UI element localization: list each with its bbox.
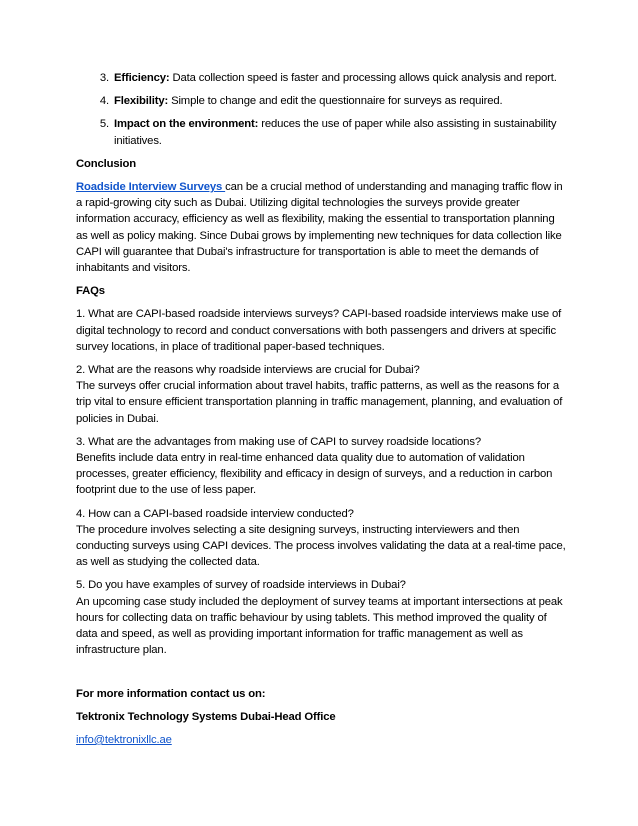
list-item-text: Simple to change and edit the questionnaire for surveys as required. xyxy=(168,95,503,108)
spacer xyxy=(76,666,566,686)
list-item xyxy=(112,70,566,86)
faq-5 xyxy=(76,577,566,658)
faq-4 xyxy=(76,506,566,571)
conclusion-paragraph xyxy=(76,179,566,276)
faq-answer: The procedure involves selecting a site designing surveys, instructing interviewers and then conducting surveys using CAPI devices. The process involves validating the data at a real-time pace, as well as studying the collected data. xyxy=(76,523,566,569)
faq-question: 3. What are the advantages from making use of CAPI to survey roadside locations? xyxy=(76,435,481,448)
faq-answer: The surveys offer crucial information about travel habits, traffic patterns, as well as the reasons for a trip vital to ensure efficient transportation planning in traffic management, planning, and evaluation of policies in Dubai. xyxy=(76,380,563,425)
page-content xyxy=(76,70,566,755)
faq-1: 1. What are CAPI-based roadside interviews surveys? CAPI-based roadside interviews make use of digital technology to record and conduct conversations with both passengers and drivers at specific survey locations, in place of traditional paper-based techniques. xyxy=(76,308,562,353)
benefits-list xyxy=(76,70,566,149)
roadside-interview-surveys-link[interactable]: Roadside Interview Surveys xyxy=(76,181,226,194)
faq-3 xyxy=(76,434,566,499)
email-link[interactable]: info@tektronixllc.ae xyxy=(76,733,172,746)
company-name: Tektronix Technology Systems Dubai-Head Office xyxy=(76,710,336,723)
list-item-term: Efficiency: xyxy=(114,72,170,84)
faq-question: 5. Do you have examples of survey of roadside interviews in Dubai? xyxy=(76,579,406,592)
list-item-text: Data collection speed is faster and processing allows quick analysis and report. xyxy=(169,72,557,84)
faq-question: 2. What are the reasons why roadside interviews are crucial for Dubai? xyxy=(76,364,420,377)
faq-answer: An upcoming case study included the deployment of survey teams at important intersections at peak hours for collecting data on traffic behaviour by using tablets. This method improved the quality of data and speed, as well as providing important information for traffic management as well as infrastructure plan. xyxy=(76,595,563,657)
conclusion-body: can be a crucial method of understanding and managing traffic flow in a rapid-growing city such as Dubai. Utilizing digital technologies the surveys provide greater information accuracy, efficiency as well as flexibility, making the essential to transportation planning as well as policy making. Since Dubai grows by implementing new techniques for data collection like CAPI will guarantee that Dubai's infrastructure for transportation is able to meet the demands of inhabitants and visitors. xyxy=(76,181,563,275)
faq-2 xyxy=(76,362,566,427)
list-item-term: Flexibility: xyxy=(114,95,169,108)
contact-email-line xyxy=(76,732,566,748)
list-item xyxy=(112,116,566,148)
conclusion-heading: Conclusion xyxy=(76,157,137,170)
contact-heading: For more information contact us on: xyxy=(76,687,266,700)
list-item xyxy=(112,93,566,109)
faq-answer: Benefits include data entry in real-time enhanced data quality due to automation of validation processes, greater efficiency, flexibility and efficacy in design of surveys, and a reduction in carbon footprint due to the use of less paper. xyxy=(76,452,553,497)
list-item-text: reduces the use of paper while also assisting in sustainability initiatives. xyxy=(114,118,557,147)
list-item-term: Impact on the environment: xyxy=(114,118,259,131)
faqs-heading: FAQs xyxy=(76,285,105,298)
faq-question: 4. How can a CAPI-based roadside interview conducted? xyxy=(76,507,354,520)
